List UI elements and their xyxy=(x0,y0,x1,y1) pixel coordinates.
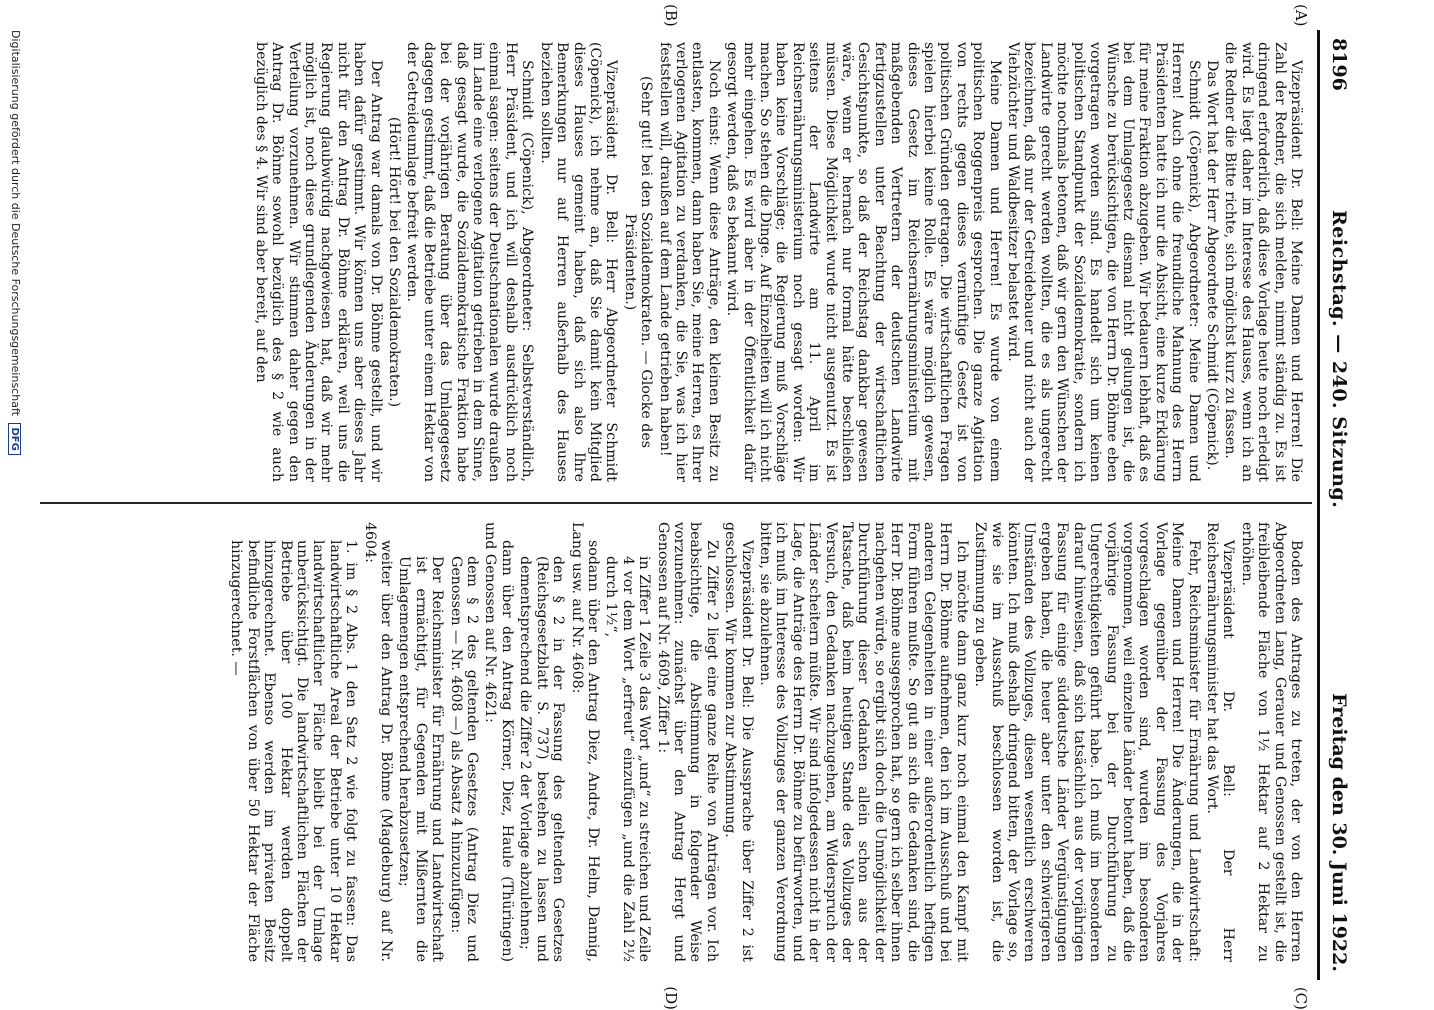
margin-mark-d: (D) xyxy=(662,986,680,1010)
paragraph: sodann über den Antrag Diez, Andre, Dr. Helm, Dannig, Lang usw. auf Nr. 4608: xyxy=(568,522,601,962)
amendment-text: dem § 2 des geltenden Gesetzes (Antrag Diez und Genossen — Nr. 4608 —) als Absatz 4 hinzuzufügen: xyxy=(447,556,481,962)
paragraph: Vizepräsident Dr. Bell: Meine Damen und Herren! Die Zahl der Redner, die sich melden, nimmt ständig zu. Es ist dringend erforderlich, daß diese Vorlage heute noch erledigt wird. Es liegt daher im Interesse des Hauses, wenn ich an die Redner die Bitte richte, sich möglichst kurz zu fassen. xyxy=(1222,42,1304,482)
running-header xyxy=(1318,30,1370,980)
paragraph: Vizepräsident Dr. Bell: Herr Abgeordneter Schmidt (Cöpenick), ich nehme an, daß Sie damit kein Mitglied dieses Hauses gemeint haben, daß sich also Ihre Bemerkungen nur auf Herren außerhalb des Hauses beziehen sollten. xyxy=(537,42,620,482)
paragraph: weiter über den Antrag Dr. Böhme (Magdeburg) auf Nr. 4604: xyxy=(361,522,395,962)
amendment-text: den § 2 in der Fassung des geltenden Gesetzes (Reichsgesetzblatt S. 737) bestehen zu lassen und dementsprechend die Ziffer 2 der Vorlage abzulehnen; xyxy=(517,556,567,962)
paragraph: Meine Damen und Herren! Es wurde von einem politischen Roggenpreis gesprochen. Die ganze Agitation von rechts gegen dieses vernünftige Gesetz ist von politischen Gründen getragen. Die wirtschaftlichen Fragen spielen hierbei keine Rolle. Es wäre möglich gewesen, dieses Gesetz im Reichsernährungsministerium mit maßgebenden Vertretern der deutschen Landwirte fertigzustellen unter Beachtung der wirtschaftlichen Gesichtspunkte, so daß der Reichstag dankbar gewesen wäre, wenn er hernach nur formal hätte beschließen müssen. Diese Möglichkeit wurde nicht ausgenutzt. Es ist seitens der Landwirte am 11. April im Reichsernährungsministerium noch gesagt worden: Wir haben keine Vorschläge; die Regierung muß Vorschläge machen. So stehen die Dinge. Auf Einzelheiten will ich nicht mehr eingehen. Es wird aber in der Öffentlichkeit dafür gesorgt werden, daß es bekannt wird. xyxy=(724,42,1003,482)
header-title: Reichstag. — 240. Sitzung. xyxy=(1328,210,1350,509)
paragraph: Vizepräsident Dr. Bell: Die Aussprache über Ziffer 2 ist geschlossen. Wir kommen zur Abstimmung. xyxy=(722,522,755,962)
header-date: Freitag den 30. Juni 1922. xyxy=(1328,693,1350,972)
paragraph: Ich möchte dann ganz kurz noch einmal den Kampf mit Herrn Dr. Böhme aufnehmen, den ich im Ausschuß und bei anderen Gelegenheiten in einer außerordentlich heftigen Form führen mußte. So gut an sich die Gedanken sind, die Herr Dr. Böhme ausgesprochen hat, so gern ich selber ihnen nachgehen würde, so ergibt sich doch die Unmöglichkeit der Durchführung dieser Gedanken allein schon aus der Tatsache, daß beim heutigen Stande des Vollzuges der Versuch, den Gedanken nachzugehen, am Widerspruch der Länder scheitern müßte. Wir sind infolgedessen nicht in der Lage, die Anträge des Herrn Dr. Böhme zu befürworten, und ich muß im Interesse des Vollzuges der ganzen Verordnung bitten, sie abzulehnen. xyxy=(757,522,970,962)
margin-mark-a: (A) xyxy=(1292,4,1310,27)
paragraph: dann über den Antrag Körner, Diez, Haule (Thüringen) und Genossen auf Nr. 4621: xyxy=(482,522,515,962)
paragraph: Boden des Antrages zu treten, der von den Herren Abgeordneten Lang, Gerauer und Genossen gestellt ist, die freibleibende Fläche von 1½ Hektar auf 2 Hektar zu erhöhen. xyxy=(1238,522,1304,962)
paragraph: Schmidt (Cöpenick), Abgeordneter: Selbstverständlich, Herr Präsident, und ich will deshalb ausdrücklich noch einmal sagen: seitens der Deutschnationalen wurde draußen im Lande eine verlogene Agitation getrieben in dem Sinne, daß gesagt wurde, die Sozialdemokratische Fraktion habe bei der vorjährigen Beratung über das Umlagegesetz dagegen gestimmt, daß die Betriebe unter einem Hektar von der Getreideumlage befreit werden. xyxy=(404,42,536,482)
amendment-text: in Ziffer 1 Zeile 3 das Wort „und“ zu streichen und Zeile 4 vor dem Wort „erfreut“ einzufügen „und die Zahl 2½ durch 1½“, xyxy=(603,556,653,962)
column-divider xyxy=(40,502,1312,504)
margin-mark-b: (B) xyxy=(662,4,680,27)
paragraph: Vizepräsident Dr. Bell: Der Herr Reichsernährungsminister hat das Wort. xyxy=(1203,522,1237,962)
credit-text: Digitalisierung gefördert durch die Deutsche Forschungsgemeinschaft xyxy=(9,30,22,416)
paragraph: Das Wort hat der Herr Abgeordnete Schmidt (Cöpenick). xyxy=(1203,60,1220,471)
page-number: 8196 xyxy=(1328,38,1350,91)
amendment-text: Der Reichsminister für Ernährung und Landwirtschaft ist ermächtigt, für Gegenden mit Mißernten die Umlagemengen entsprechend herabzusetzen; xyxy=(396,556,446,962)
amendment-text: 1. im § 2 Abs. 1 den Satz 2 wie folgt zu fassen: Das landwirtschaftliche Areal der Betriebe unter 10 Hektar landwirtschaftlicher Fläche bleibt bei der Umlage unberücksichtigt. Die landwirtschaftlichen Flächen der Betriebe über 100 Hektar werden doppelt hinzugerechnet. Ebenso werden im privaten Besitz befindliche Forstflächen von über 50 Hektar der Fläche hinzugerechnet. — xyxy=(228,540,360,962)
paragraph: Noch einst: Wenn diese Anträge, den kleinen Besitz zu entlasten, kommen, dann haben Sie, meine Herren, es Ihrer verlogenen Agitation zu verdanken, die Sie, was ich hier feststellen will, draußen auf dem Lande getrieben haben! xyxy=(656,42,722,482)
page-frame xyxy=(40,4,1370,1010)
header-rule xyxy=(1317,30,1320,980)
digitization-credit xyxy=(8,30,22,455)
interjection: (Sehr gut! bei den Sozialdemokraten. — Glocke des Präsidenten.) xyxy=(621,75,655,448)
paragraph: Fehr, Reichsminister für Ernährung und Landwirtschaft: Meine Damen und Herren! Die Änderungen, die in der Vorlage gegenüber der Fassung des Vorjahres vorgeschlagen worden sind, wurden im besonderen vorgenommen, weil einzelne Länder betont haben, daß die vorjährige Fassung bei der Durchführung zu Ungerechtigkeiten geführt habe. Ich muß im besonderen darauf hinweisen, daß sich tatsächlich aus der vorjährigen Fassung für einige süddeutsche Länder Vergünstigungen ergeben haben, die heuer aber unter den schwierigeren Umständen des Vollzuges, diesen wesentlich erschweren könnten. Ich muß deshalb dringend bitten, der Vorlage so, wie sie im Ausschuß beschlossen worden ist, die Zustimmung zu geben. xyxy=(972,522,1202,962)
right-column xyxy=(40,522,1304,962)
paragraph: Der Antrag war damals von Dr. Böhme gestellt, und wir haben dafür gestimmt. Wir können uns aber dieses Jahr nicht für den Antrag Dr. Böhme erklären, weil uns die Regierung glaubwürdig nachgewiesen hat, daß wir mehr möglich ist, noch diese grundlegenden Änderungen in der Verteilung vorzunehmen. Wir stimmen daher gegen den Antrag Dr. Böhme sowohl bezüglich des § 2 wie auch bezüglich des § 4. Wir sind aber bereit, auf den xyxy=(252,42,384,482)
paragraph: Zu Ziffer 2 liegt eine ganze Reihe von Anträgen vor. Ich beabsichtige, die Abstimmung in folgender Weise vorzunehmen: zunächst über den Antrag Hergt und Genossen auf Nr. 4609, Ziffer 1: xyxy=(654,522,720,962)
interjection: (Hört! Hört! bei den Sozialdemokraten.) xyxy=(386,116,403,408)
margin-mark-c: (C) xyxy=(1292,986,1310,1010)
dfg-logo: DFG xyxy=(8,423,21,454)
paragraph: Schmidt (Cöpenick), Abgeordneter: Meine Damen und Herren! Auch ohne die freundliche Mahnung des Herrn Präsidenten hatte ich nur die Absicht, eine kurze Erklärung für meine Fraktion abzugeben. Wir bedauern lebhaft, daß es bei dem Umlagegesetz diesmal nicht gelungen ist, die Wünsche zu berücksichtigen, die von Herrn Dr. Böhme eben vorgetragen worden sind. Es handelt sich um keinen politischen Standpunkt der Sozialdemokratie, sondern ich möchte nochmals betonen, daß wir gern den Wünschen der Landwirte gerecht werden wollten, die es als ungerecht bezeichnen, daß nur der Getreidebauer und nicht auch der Viehzüchter und Waldbesitzer belastet wird. xyxy=(1005,42,1202,482)
left-column xyxy=(40,42,1304,482)
